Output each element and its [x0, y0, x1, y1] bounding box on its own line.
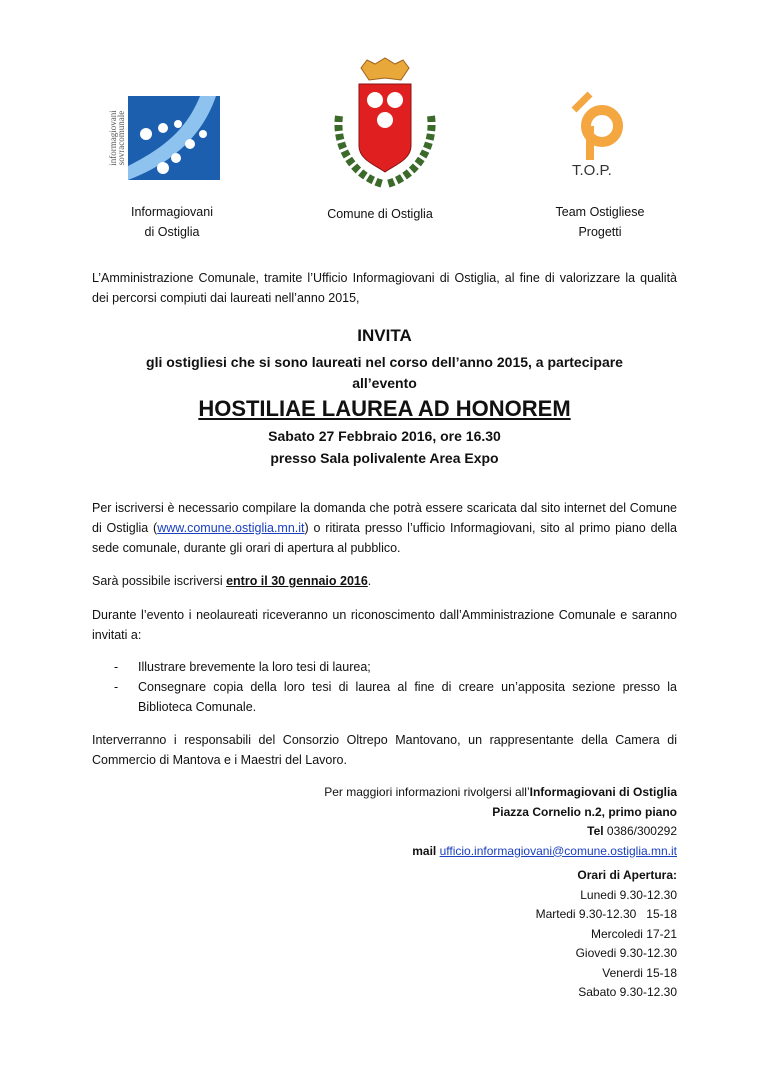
- text: .: [367, 574, 372, 588]
- email-link[interactable]: ufficio.informagiovani@comune.ostiglia.mn.it: [439, 843, 677, 858]
- event-paragraph: Durante l’evento i neolaureati riceveranno un riconoscimento dall’Amministrazione Comunale e saranno invitati a:: [92, 608, 677, 642]
- text: Informagiovani di Ostiglia: [529, 785, 677, 799]
- caption-line: Informagiovani: [131, 205, 213, 219]
- top-caption: [520, 202, 680, 242]
- deadline-paragraph: [92, 571, 677, 591]
- text: ) o ritirata presso l’ufficio Informagiovani, sito al primo piano della sede comunale, durante gli orari di apertura al pubblico.: [92, 521, 677, 555]
- event-date: Sabato 27 Febbraio 2016, ore 16.30: [268, 428, 501, 444]
- event-title: [92, 396, 677, 422]
- top-logo-text: T.O.P.: [572, 162, 612, 179]
- contact-block: [300, 783, 677, 861]
- speakers-paragraph: Interverranno i responsabili del Consorzio Oltrepo Mantovano, un rappresentante della Camera di Commercio di Mantova e i Maestri del Lavoro.: [92, 733, 677, 767]
- comune-caption: [300, 204, 460, 224]
- bullet-marker: -: [114, 660, 119, 674]
- caption-line: Comune di Ostiglia: [327, 207, 433, 221]
- list-item-text: Illustrare brevemente la loro tesi di laurea;: [138, 660, 371, 674]
- informagiovani-caption: [92, 202, 252, 242]
- hours-title: Orari di Apertura:: [577, 868, 677, 882]
- event-title-text: HOSTILIAE LAUREA AD HONOREM: [198, 396, 571, 421]
- list-item-text: Consegnare copia della loro tesi di laurea al fine di creare un’apposita sezione presso la Biblioteca Comunale.: [138, 680, 677, 714]
- text: Piazza Cornelio n.2, primo piano: [492, 804, 677, 819]
- hours-row: Lunedi 9.30-12.30: [580, 887, 677, 902]
- top-logo: [568, 88, 632, 182]
- comune-website-link[interactable]: www.comune.ostiglia.mn.it: [157, 521, 305, 535]
- caption-line: Progetti: [578, 225, 622, 239]
- deadline-date: entro il 30 gennaio 2016: [226, 574, 368, 588]
- text: Per maggiori informazioni rivolgersi all’: [324, 785, 530, 799]
- comune-crest-logo: [333, 56, 437, 190]
- contact-mail: [300, 842, 677, 862]
- contact-line: [300, 783, 677, 803]
- invita-heading: INVITA: [357, 326, 412, 345]
- list-item: [92, 677, 677, 717]
- registration-paragraph: [92, 498, 677, 558]
- informagiovani-logo: [108, 96, 220, 180]
- intro-paragraph: L’Amministrazione Comunale, tramite l’Ufficio Informagiovani di Ostiglia, al fine di valorizzare la qualità dei percorsi compiuti dai laureati nell’anno 2015,: [92, 271, 677, 305]
- opening-hours: [300, 866, 677, 1003]
- hours-row: Venerdi 15-18: [602, 965, 677, 980]
- text: mail: [412, 843, 437, 858]
- text: Tel: [587, 824, 604, 838]
- event-place: presso Sala polivalente Area Expo: [270, 450, 499, 466]
- bullet-list: [92, 657, 677, 717]
- contact-tel: [300, 822, 677, 842]
- text: Per iscriversi è necessario compilare la domanda che potrà essere scaricata dal sito internet del Comune di Ostiglia (: [92, 501, 677, 535]
- text: 0386/300292: [603, 824, 677, 838]
- svg-text:informagiovani: informagiovani: [108, 110, 118, 166]
- hours-row: Martedi 9.30-12.30 15-18: [535, 907, 677, 921]
- hours-row: Giovedi 9.30-12.30: [575, 946, 677, 960]
- contact-address: [300, 803, 677, 823]
- hours-row: Mercoledi 17-21: [590, 926, 677, 941]
- svg-text:sovracomunale: sovracomunale: [116, 110, 126, 166]
- text: Sarà possibile iscriversi: [92, 574, 227, 588]
- caption-line: Team Ostigliese: [555, 205, 645, 219]
- bullet-marker: -: [114, 680, 119, 694]
- invite-line: gli ostigliesi che si sono laureati nel corso dell’anno 2015, a partecipare all’evento: [146, 354, 623, 391]
- list-item: [92, 657, 677, 677]
- caption-line: di Ostiglia: [144, 225, 200, 239]
- hours-row: Sabato 9.30-12.30: [578, 985, 677, 999]
